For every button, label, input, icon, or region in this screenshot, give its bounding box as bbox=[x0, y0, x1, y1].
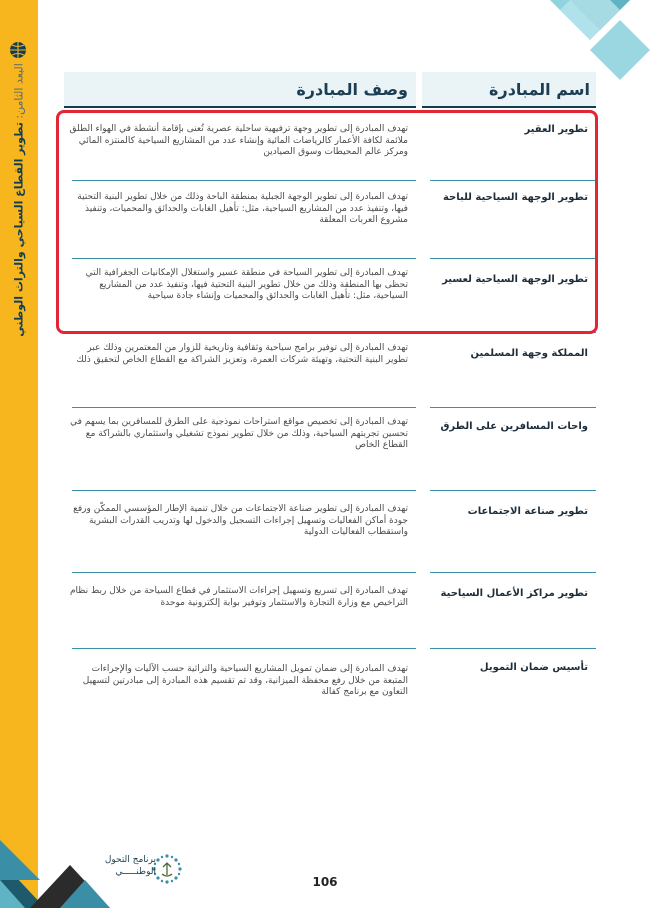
chapter-name: تطوير القطاع السياحي والتراث الوطني bbox=[12, 122, 26, 337]
column-header-description bbox=[64, 72, 416, 108]
header-rule-name bbox=[422, 106, 596, 108]
initiative-name: تأسيس ضمان التمويل bbox=[479, 662, 588, 673]
row-separator bbox=[430, 407, 596, 408]
initiative-description: تهدف المبادرة إلى توفير برامج سياحية وثقافية وتاريخية للزوار من المعتمرين وذلك عبر تطوير البنية التحتية، وتهيئة شركات العمرة، وتعزيز الشراكة مع القطاع الخاص لتحقيق ذلك bbox=[76, 343, 408, 365]
chapter-label: البعد الثامن: bbox=[12, 63, 26, 119]
chapter-title bbox=[13, 63, 26, 337]
program-brand bbox=[104, 854, 156, 878]
row-separator bbox=[72, 258, 416, 259]
row-separator bbox=[430, 258, 596, 259]
row-separator bbox=[72, 490, 416, 491]
decorative-triangles-bottom bbox=[0, 820, 115, 908]
row-separator bbox=[430, 490, 596, 491]
initiative-name: تطوير صناعة الاجتماعات bbox=[467, 506, 588, 517]
initiative-name: تطوير الوجهة السياحية للباحة bbox=[442, 192, 588, 203]
initiative-description: تهدف المبادرة إلى تطوير الوجهة الجبلية بمنطقة الباحة وذلك من خلال تطوير البنية التحتية فيها، وتنفيذ عدد من المشاريع السياحية، مثل: تأهيل الغابات والحدائق والمحميات، وتنفيذ مشروع العربات المعلقة bbox=[77, 192, 408, 225]
page-number: 106 bbox=[312, 875, 338, 889]
globe-icon bbox=[8, 40, 28, 60]
program-brand-line1: برنامج التحول bbox=[104, 855, 156, 865]
initiative-name: المملكة وجهة المسلمين bbox=[470, 348, 588, 359]
initiative-name: تطوير مراكز الأعمال السياحية bbox=[440, 588, 588, 599]
program-brand-line2: الوطنـــــي bbox=[115, 867, 156, 877]
initiative-description: تهدف المبادرة إلى تسريع وتسهيل إجراءات الاستثمار في قطاع السياحة من خلال ربط نظام التراخيص مع وزارة التجارة والاستثمار وتوفير بوابة إلكترونية موحدة bbox=[69, 586, 408, 608]
row-separator bbox=[72, 572, 416, 573]
initiative-name: تطوير الوجهة السياحية لعسير bbox=[442, 274, 588, 285]
row-separator bbox=[430, 180, 596, 181]
initiative-name: تطوير العقير bbox=[524, 124, 588, 135]
row-separator bbox=[72, 407, 416, 408]
column-header-name bbox=[422, 72, 596, 108]
row-separator bbox=[430, 648, 596, 649]
initiative-description: تهدف المبادرة إلى تخصيص مواقع استراحات نموذجية على الطرق للمسافرين بما يسهم في تحسين تجربتهم السياحية، وذلك من خلال تطوير نموذج تشغيلي واستثماري بالشراكة مع القطاع الخاص bbox=[70, 417, 408, 450]
header-rule-description bbox=[64, 106, 416, 108]
initiative-description: تهدف المبادرة إلى ضمان تمويل المشاريع السياحية والتراثية حسب الآليات والإجراءات المتبعة من خلال رفع محفظة الميزانية، وقد تم تقسيم هذه المبادرة إلى مبادرتين لتسهيل التعاون مع برنامج كفالة bbox=[82, 664, 408, 697]
initiative-description: تهدف المبادرة إلى تطوير وجهة ترفيهية ساحلية عصرية تُعنى بإقامة أنشطة في الهواء الطلق ملائمة لكافة الأعمار كالرياضات المائية وإنشاء عدد من المشاريع السياحية كالمنتزه المائي ومركز عالم المحيطات وسوق الصيادين bbox=[69, 124, 408, 157]
initiative-description: تهدف المبادرة إلى تطوير صناعة الاجتماعات من خلال تنمية الإطار المؤسسي الممكّن ورفع جودة أماكن الفعاليات وتسهيل إجراءات التسجيل والدخول لها وتدريب القدرات البشرية واستقطاب الفعاليات الدولية bbox=[73, 504, 408, 537]
decorative-diamonds-top bbox=[530, 0, 650, 80]
initiative-description: تهدف المبادرة إلى تطوير السياحة في منطقة عسير واستغلال الإمكانيات الجغرافية التي تحظى بها المنطقة وذلك من خلال تطوير البنية التحتية فيها، وتنفيذ عدد من المشاريع السياحية، مثل: تأهيل الغابات والحدائق والمحميات وإنشاء جادة سياحية bbox=[85, 268, 408, 301]
side-band bbox=[0, 0, 38, 908]
row-separator bbox=[72, 648, 416, 649]
row-separator bbox=[430, 332, 596, 333]
initiative-name: واحات المسافرين على الطرق bbox=[440, 421, 588, 432]
row-separator bbox=[72, 180, 416, 181]
column-header-description-label: وصف المبادرة bbox=[296, 80, 408, 99]
row-separator bbox=[430, 572, 596, 573]
column-header-name-label: اسم المبادرة bbox=[489, 80, 590, 99]
